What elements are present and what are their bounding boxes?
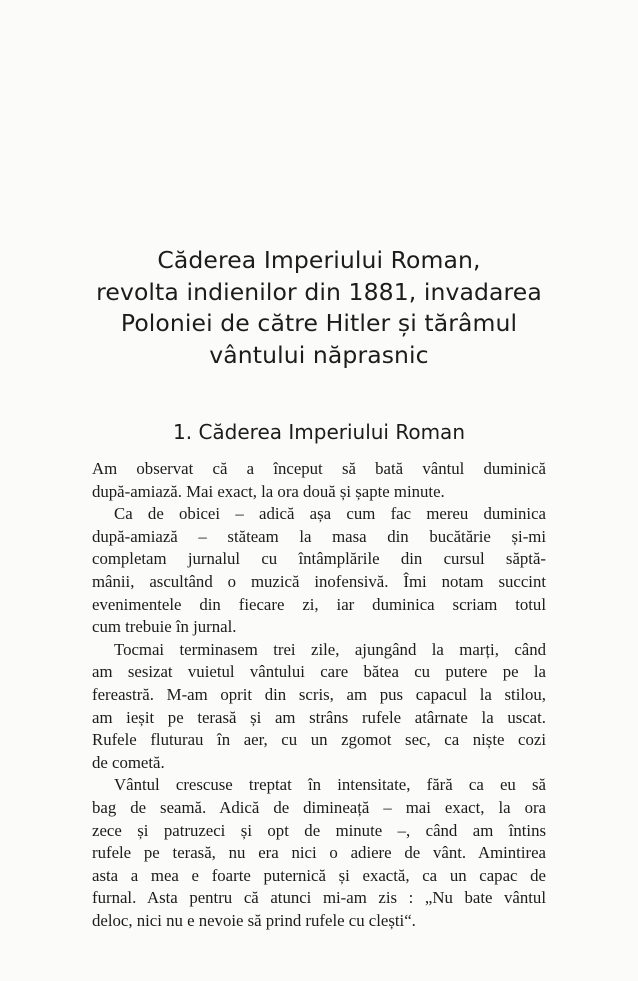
text-line: am ieșit pe terasă și am strâns rufele atârnate la uscat.: [92, 707, 546, 727]
chapter-title-line: Căderea Imperiului Roman,: [157, 246, 481, 274]
text-line: după-amiază. Mai exact, la ora două și șapte minute.: [92, 481, 445, 501]
text-line: evenimentele din fiecare zi, iar duminica scriam totul: [92, 594, 546, 614]
text-line: completam jurnalul cu întâmplările din cursul săptă-: [92, 549, 546, 569]
text-line: am sesizat vuietul vântului care bătea cu putere pe la: [92, 662, 546, 682]
text-line: Rufele fluturau în aer, cu un zgomot sec, ca niște cozi: [92, 730, 546, 750]
text-line: furnal. Asta pentru că atunci mi-am zis : „Nu bate vântul: [92, 888, 546, 908]
text-line: asta a mea e foarte puternică și exactă, ca un capac de: [92, 865, 546, 885]
chapter-title-line: vântului năprasnic: [209, 340, 429, 369]
text-line: fereastră. M-am oprit din scris, am pus capacul la stilou,: [92, 684, 546, 704]
text-line: Am observat că a început să bată vântul duminică: [92, 459, 546, 478]
chapter-title-line: revolta indienilor din 1881, invadarea: [96, 277, 542, 306]
body-text: [92, 458, 546, 932]
text-line: după-amiază – stăteam la masa din bucătărie și-mi: [92, 526, 546, 546]
text-line: Tocmai terminasem trei zile, ajungând la marți, când: [114, 639, 546, 659]
text-line: cum trebuie în jurnal.: [92, 617, 237, 637]
section-title: 1. Căderea Imperiului Roman: [173, 420, 465, 444]
text-line: rufele pe terasă, nu era nici o adiere de vânt. Amintirea: [92, 843, 546, 863]
chapter-title: [60, 245, 578, 371]
text-line: bag de seamă. Adică de dimineață – mai exact, la ora: [92, 797, 546, 817]
text-line: Vântul crescuse treptat în intensitate, fără ca eu să: [114, 775, 546, 795]
text-line: Ca de obicei – adică așa cum fac mereu duminica: [114, 504, 546, 524]
text-line: zece și patruzeci și opt de minute –, când am întins: [92, 820, 546, 840]
chapter-title-line: Poloniei de către Hitler și tărâmul: [120, 309, 518, 337]
text-line: deloc, nici nu e nevoie să prind rufele cu clești“.: [92, 910, 416, 930]
text-line: de cometă.: [92, 752, 165, 772]
text-line: mânii, ascultând o muzică inofensivă. Îmi notam succint: [92, 571, 546, 591]
